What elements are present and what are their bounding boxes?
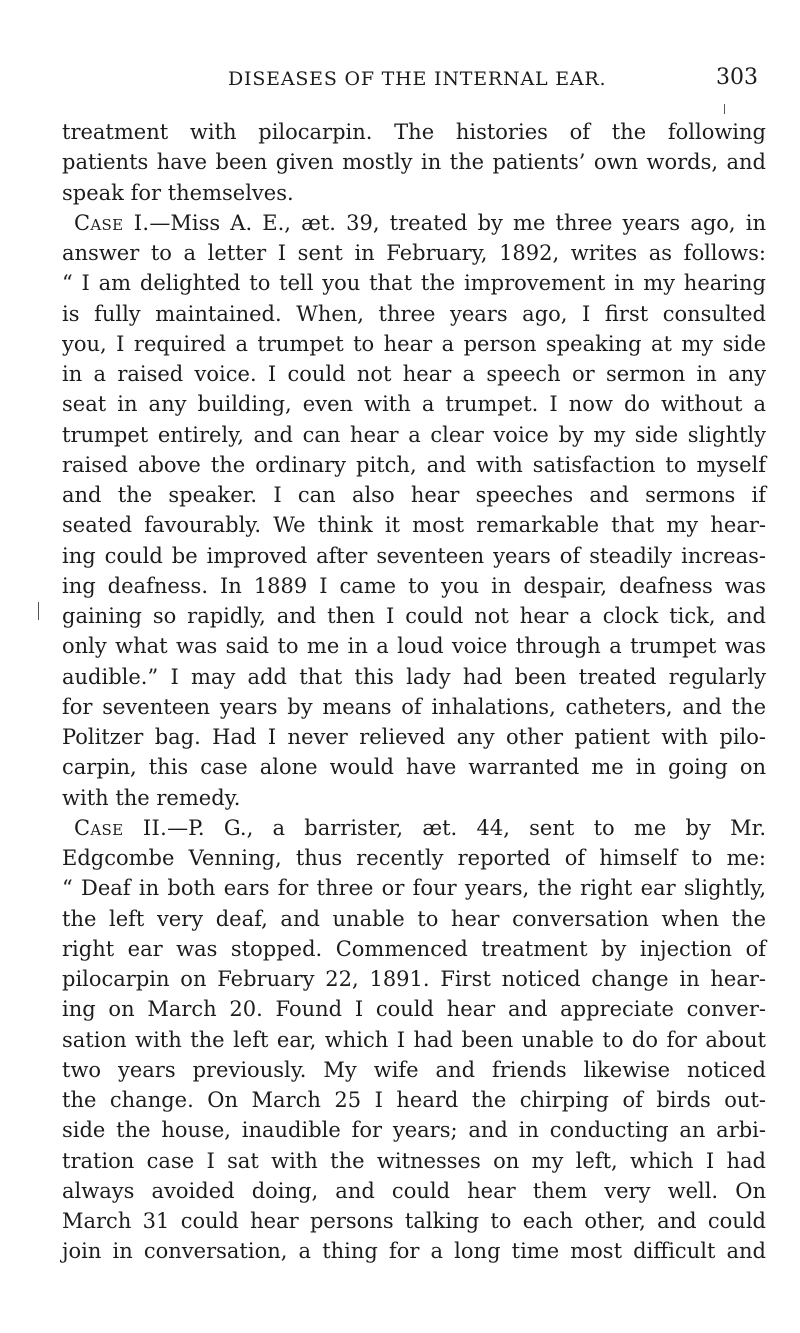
text-line: seat in any building, even with a trumpet. I now do without a [62, 392, 766, 417]
text-line: and the speaker. I can also hear speeches and sermons if [62, 483, 766, 507]
text-line: with the remedy. [62, 785, 241, 810]
text-line: trumpet entirely, and can hear a clear voice by my side slightly [62, 422, 766, 447]
text-line: pilocarpin on February 22, 1891. First noticed change in hear- [62, 967, 766, 991]
text-line: Edgcombe Venning, thus recently reported of himself to me: [62, 846, 766, 870]
text-line: in a raised voice. I could not hear a speech or sermon in any [62, 362, 766, 386]
text-line: join in conversation, a thing for a long time most difficult and [62, 1239, 766, 1264]
text-line: side the house, inaudible for years; and in conducting an arbi- [62, 1118, 766, 1143]
text-line: you, I required a trumpet to hear a person speaking at my side [62, 331, 766, 356]
text-line: answer to a letter I sent in February, 1892, writes as follows: [62, 241, 766, 265]
running-title: DISEASES OF THE INTERNAL EAR. [228, 68, 607, 90]
text-line: tration case I sat with the witnesses on my left, which I had [62, 1148, 766, 1173]
text-line: sation with the left ear, which I had been unable to do for about [62, 1027, 766, 1052]
text-line: treatment with pilocarpin. The histories of the following [62, 120, 766, 144]
text-line: ing could be improved after seventeen years of steadily increas- [62, 543, 766, 568]
case-label: Case II. [74, 815, 168, 840]
case-heading-line [62, 813, 766, 843]
running-head [0, 65, 800, 98]
text-line: seated favourably. We think it most remarkable that my hear- [62, 513, 766, 538]
margin-mark [38, 602, 39, 620]
text-line-tail: —Miss A. E., æt. 39, treated by me three years ago, in [149, 210, 766, 235]
text-line: always avoided doing, and could hear them very well. On [62, 1178, 766, 1203]
text-line: “ Deaf in both ears for three or four years, the right ear slightly, [62, 876, 766, 901]
text-line: is fully maintained. When, three years ago, I first consulted [62, 301, 766, 326]
text-line: ing on March 20. Found I could hear and appreciate conver- [62, 997, 766, 1022]
text-line: audible.” I may add that this lady had been treated regularly [62, 664, 766, 689]
text-line: Politzer bag. Had I never relieved any other patient with pilo- [62, 725, 766, 749]
text-line: ing deafness. In 1889 I came to you in despair, deafness was [62, 573, 766, 598]
body-text [62, 117, 766, 1267]
text-line: speak for themselves. [62, 180, 294, 205]
text-line: the left very deaf, and unable to hear conversation when the [62, 906, 766, 931]
case-label: Case I. [74, 210, 150, 235]
text-line: for seventeen years by means of inhalations, catheters, and the [62, 694, 766, 719]
text-line: the change. On March 25 I heard the chirping of birds out- [62, 1088, 766, 1112]
case-heading-line [62, 208, 766, 238]
text-line: two years previously. My wife and friends likewise noticed [62, 1057, 766, 1082]
text-line: raised above the ordinary pitch, and with satisfaction to myself [62, 452, 766, 477]
text-line-tail: —P. G., a barrister, æt. 44, sent to me by Mr. [167, 815, 766, 840]
text-line: right ear was stopped. Commenced treatment by injection of [62, 936, 766, 961]
text-line: only what was said to me in a loud voice through a trumpet was [62, 634, 766, 659]
text-line: “ I am delighted to tell you that the improvement in my hearing [62, 271, 766, 296]
page-number: 303 [716, 65, 758, 90]
text-line: carpin, this case alone would have warranted me in going on [62, 755, 766, 780]
text-line: gaining so rapidly, and then I could not hear a clock tick, and [62, 604, 766, 628]
margin-mark [724, 104, 725, 114]
text-line: patients have been given mostly in the patients’ own words, and [62, 150, 766, 175]
text-line: March 31 could hear persons talking to each other, and could [62, 1209, 766, 1233]
